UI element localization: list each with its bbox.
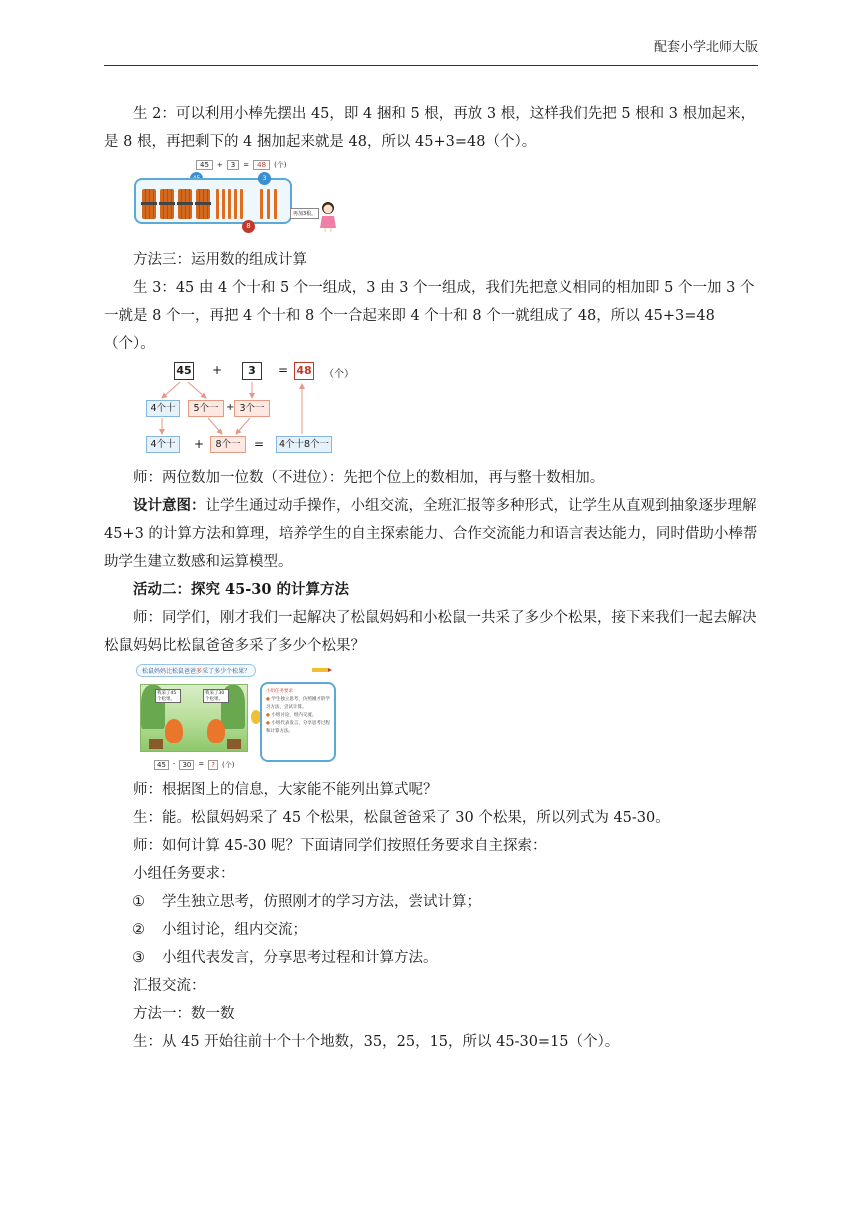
page-header [104, 36, 758, 66]
list-item [132, 888, 758, 916]
pencil-icon [310, 664, 332, 676]
sticks-figure [134, 160, 354, 240]
design-intent-text: 让学生通过动手操作，小组交流，全班汇报等多种形式，让学生从直观到抽象逐步理解 45+3 的计算方法和算理，培养学生的自主探索能力、合作交流能力和语言表达能力，同时借助小棒帮助学生建立数感和运算模型。 [104, 498, 758, 570]
diagram-equals: = [278, 363, 289, 377]
girl-speech-bubble: 再加3根。 [290, 208, 319, 219]
list-number: ① [132, 894, 145, 910]
task-card-item: ● 小组代表发言，分享思考过程和计算方法。 [266, 721, 330, 734]
girl-illustration [318, 200, 338, 232]
bottom-equals: = [254, 437, 265, 451]
box-8-ones: 8个一 [210, 436, 246, 453]
box-4-tens-result: 4个十 [146, 436, 180, 453]
tree-stump [149, 739, 163, 749]
forest-scene [140, 684, 248, 752]
diagram-operand-3: 3 [242, 362, 262, 380]
stick-bundle [178, 189, 192, 219]
box-3-ones: 3个一 [234, 400, 270, 417]
task-card-title: 小组任务要求： [266, 689, 298, 694]
diagram-result-48: 48 [294, 362, 314, 380]
composition-diagram [144, 360, 374, 460]
teacher-question: 师：同学们，刚才我们一起解决了松鼠妈妈和小松鼠一共采了多少个松果，接下来我们一起去解决松鼠妈妈比松鼠爸爸多采了多少个松果？ [104, 610, 757, 654]
list-text: 小组讨论，组内交流； [162, 922, 307, 938]
report-heading: 汇报交流： [133, 978, 206, 994]
task-card-text: 小组讨论，组内交流。 [271, 713, 317, 718]
design-intent-label: 设计意图： [133, 497, 206, 514]
tree-stump [227, 739, 241, 749]
eq-equals: = [243, 161, 250, 169]
eq-result: 48 [253, 160, 270, 170]
single-stick [228, 189, 231, 219]
eq-plus: + [216, 161, 223, 169]
activity-two-heading: 活动二：探究 45-30 的计算方法 [133, 581, 349, 598]
task-requirements-heading: 小组任务要求： [133, 866, 235, 882]
teacher-prompt: 师：根据图上的信息，大家能不能列出算式呢？ [133, 782, 438, 798]
list-item [132, 944, 758, 972]
task-card-item: ● 学生独立思考，仿照刚才的学习方法，尝试计算。 [266, 697, 330, 710]
header-title: 配套小学北师大版 [653, 40, 758, 55]
paragraph-student2: 生 2：可以利用小棒先摆出 45，即 4 捆和 5 根，再放 3 根，这样我们先把 5 根和 3 根加起来，是 8 根，再把剩下的 4 捆加起来就是 48，所以 45+3=48（个）。 [104, 106, 756, 150]
single-stick [240, 189, 243, 219]
paragraph-student3: 生 3：45 由 4 个十和 5 个一组成，3 由 3 个一组成，我们先把意义相同的相加即 5 个一加 3 个一就是 8 个一，再把 4 个十和 8 个一合起来即 4 个十和 8 个一就组成了 48，所以 45+3=48（个）。 [104, 280, 755, 352]
squirrel-question [136, 664, 256, 677]
eq-minus: - [172, 760, 176, 768]
question-part: 松鼠爸爸 [172, 668, 197, 675]
task-card-text: 小组代表发言，分享思考过程和计算方法。 [266, 721, 330, 734]
bottom-plus: + [194, 437, 205, 451]
eq-minuend: 45 [154, 760, 169, 770]
method-one-heading: 方法一：数一数 [133, 1006, 235, 1022]
question-part: 松鼠妈妈 [142, 668, 167, 675]
stick-bundle [142, 189, 156, 219]
sticks-frame [134, 178, 292, 224]
task-card-text: 学生独立思考，仿照刚才的学习方法，尝试计算。 [266, 697, 330, 710]
teacher-instruction: 师：如何计算 45-30 呢？下面请同学们按照任务要求自主探索： [133, 838, 547, 854]
mother-squirrel [165, 719, 183, 743]
father-speech: 我采了30个松果。 [203, 689, 229, 703]
design-intent [104, 492, 758, 576]
mother-speech: 我采了45个松果。 [155, 689, 181, 703]
method-three-heading: 方法三：运用数的组成计算 [133, 252, 307, 268]
document-body [104, 100, 758, 1056]
eq-unit: (个) [274, 161, 287, 169]
question-highlight: 比 [166, 668, 173, 675]
diagram-operand-45: 45 [174, 362, 194, 380]
box-5-ones: 5个一 [188, 400, 224, 417]
subtraction-equation [154, 760, 234, 770]
sticks-equation [196, 160, 287, 170]
list-text: 小组代表发言，分享思考过程和计算方法。 [162, 950, 438, 966]
eq-unit: (个) [221, 761, 235, 769]
single-stick [274, 189, 277, 219]
sum-dot-8: 8 [242, 220, 255, 233]
stick-bundle [196, 189, 210, 219]
question-highlight: 多 [196, 668, 203, 675]
single-stick [260, 189, 263, 219]
list-text: 学生独立思考，仿照刚才的学习方法，尝试计算； [162, 894, 481, 910]
diagram-plus: + [212, 363, 223, 377]
stick-bundle [160, 189, 174, 219]
eq-unknown: ? [208, 760, 218, 770]
ones-dot-3: 3 [258, 172, 271, 185]
father-squirrel [207, 719, 225, 743]
single-stick [216, 189, 219, 219]
task-requirements-card [260, 682, 336, 762]
list-number: ③ [132, 950, 145, 966]
single-stick [234, 189, 237, 219]
teacher-summary: 师：两位数加一位数（不进位）：先把个位上的数相加，再与整十数相加。 [133, 470, 605, 486]
squirrel-figure [134, 662, 339, 772]
box-4-tens: 4个十 [146, 400, 180, 417]
question-part: 采了多少个松果？ [202, 668, 251, 675]
single-stick [267, 189, 270, 219]
eq-operand-b: 3 [227, 160, 239, 170]
eq-subtrahend: 30 [179, 760, 194, 770]
diagram-unit: （个） [324, 369, 354, 380]
eq-operand-a: 45 [196, 160, 213, 170]
task-card-item: ● 小组讨论，组内交流。 [266, 713, 317, 718]
box-plus: + [226, 402, 235, 413]
list-item [132, 916, 758, 944]
eq-equals: = [198, 760, 205, 768]
student-answer: 生：能。松鼠妈妈采了 45 个松果，松鼠爸爸采了 30 个松果，所以列式为 45-30。 [133, 810, 670, 826]
single-stick [222, 189, 225, 219]
box-combined: 4个十8个一 [276, 436, 332, 453]
task-list [104, 888, 758, 972]
list-number: ② [132, 922, 145, 938]
student-counting: 生：从 45 开始往前十个十个地数，35，25，15，所以 45-30=15（个）。 [133, 1034, 620, 1050]
